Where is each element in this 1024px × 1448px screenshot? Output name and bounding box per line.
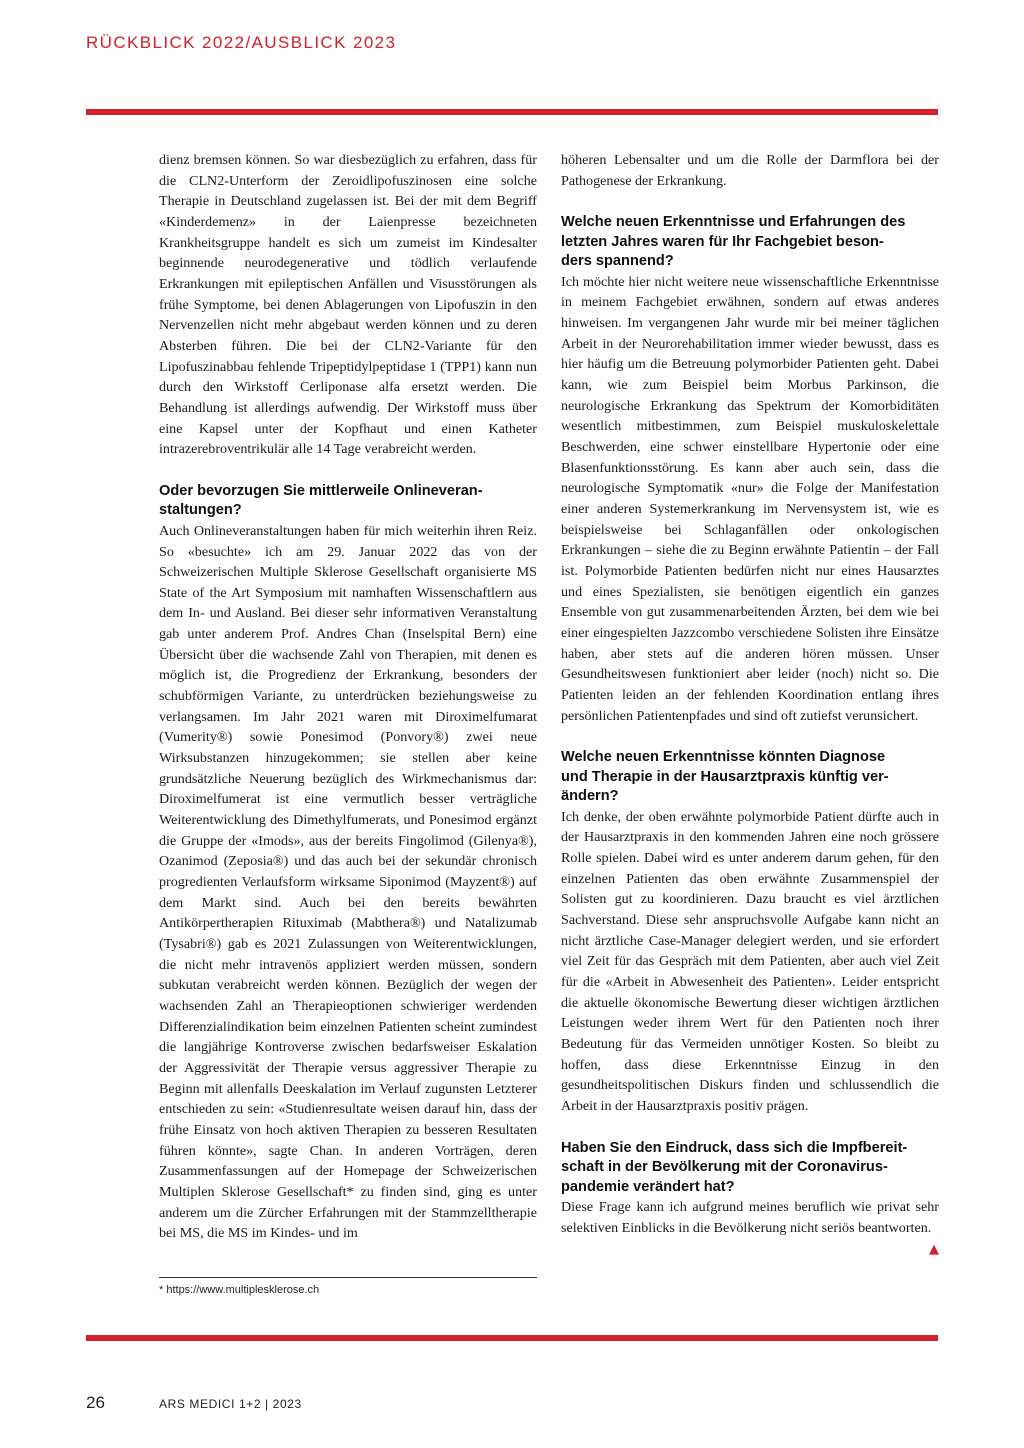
question-heading (159, 482, 537, 521)
question-heading-line: Haben Sie den Eindruck, dass sich die Impfbereit- (561, 1139, 908, 1156)
question-heading-line: pandemie verändert hat? (561, 1178, 735, 1195)
question-heading (561, 213, 939, 272)
body-paragraph: Ich denke, der oben erwähnte polymorbide Patient dürfte auch in der Hausarztpraxis in den kommenden Jahren eine noch grössere Rolle spielen. Dabei wird es unter anderem darum gehen, für den einzelnen Patienten das oben erwähnte Zusammenspiel der Solisten gut zu koordinieren. Dazu braucht es viel ärztlichen Sachverstand. Diese sehr anspruchsvolle Aufgabe kann nicht an nicht ärztliche Case-Manager delegiert werden, und sie erfordert viel Zeit für das Gespräch mit dem Patienten, aber auch viel Zeit für die «Arbeit in Abwesenheit des Patienten». Leider entspricht die aktuelle ökonomische Bewertung dieser wichtigen ärztlichen Leistungen weder ihrem Wert für den Patienten noch ihrer Bedeutung für das Vermeiden unnötiger Kosten. So bleibt zu hoffen, dass diese Erkenntnisse Einzug in den gesundheitspolitischen Diskurs finden und schlussendlich die Arbeit in der Hausarztpraxis positiv prägen. (561, 808, 939, 1114)
body-paragraph: Auch Onlineveranstaltungen haben für mich weiterhin ihren Reiz. So «besuchte» ich am 29. Januar 2022 das von der Schweizerischen Multiple Sklerose Gesellschaft organisierte MS State of the Art Symposium mit namhaften Wissenschaftlern aus dem In- und Ausland. Bei dieser sehr informativen Veranstaltung gab unter anderem Prof. Andres Chan (Inselspital Bern) eine Übersicht über die wachsende Zahl von Therapien, mit denen es möglich ist, die Progredienz der Erkrankung, besonders der schubförmigen Variante, zu unterdrücken beziehungsweise zu verlangsamen. Im Jahr 2021 waren mit Diroximelfumarat (Vumerity®) sowie Ponesimod (Ponvory®) zwei neue Wirksubstanzen hinzugekommen; sie stellen aber keine grundsätzliche Neuerung bezüglich des Wirkmechanismus dar: Diroximelfumerat ist eine vermutlich besser verträgliche Weiterentwicklung des Dimethylfumerats, und Ponesimod ergänzt die Gruppe der «Imods», aus der bereits Fingolimod (Gilenya®), Ozanimod (Zeposia®) und das auch bei der sekundär chronisch progredienten Verlaufsform wirksame Siponimod (Mayzent®) auf dem Markt sind. Auch bei den bereits bewährten Antikörpertherapien Rituximab (Mabthera®) und Natalizumab (Tysabri®) gab es 2021 Zulassungen von Weiterentwicklungen, die nicht mehr intravenös appliziert werden müssen, sondern subkutan verabreicht werden können. Bezüglich der wegen der wachsenden Zahl an Therapieoptionen schwieriger werdenden Differenzialindikation beim einzelnen Patienten scheint zumindest die langjährige Kontroverse zwischen bedarfsweiser Eskalation der Aggressivität der Therapie versus aggressiver Therapie zu Beginn mit allenfalls Deeskalation im Verlauf zugunsten Letzterer entschieden zu sein: «Studienresultate weisen darauf hin, dass der frühe Einsatz von hoch aktiven Therapien zu besseren Resultaten führen könnte», sagte Chan. In anderen Vorträgen, deren Zusammenfassungen auf der Homepage der Schweizerischen Multiplen Sklerose Gesellschaft* zu finden sind, ging es unter anderem um die Zürcher Erfahrungen mit der Stammzelltherapie bei MS, die MS im Kindes- und im (159, 522, 537, 1242)
question-heading-line: Welche neuen Erkenntnisse könnten Diagnose (561, 749, 886, 766)
page-number: 26 (86, 1393, 105, 1412)
closing-text: Diese Frage kann ich aufgrund meines beruflich wie privat sehr selektiven Einblicks in die Bevölkerung nicht seriös beantworten. (561, 1199, 939, 1236)
question-heading-line: ders spannend? (561, 253, 674, 270)
end-of-article-triangle-icon: ▲ (929, 1242, 939, 1258)
question-heading-line: und Therapie in der Hausarztpraxis künftig ver- (561, 768, 889, 785)
question-heading-line: schaft in der Bevölkerung mit der Coronavirus- (561, 1159, 888, 1176)
question-heading (561, 1139, 939, 1198)
right-column (561, 150, 939, 1261)
left-column (159, 150, 537, 1244)
question-heading-line: letzten Jahres waren für Ihr Fachgebiet beson- (561, 233, 884, 250)
question-heading-line: Oder bevorzugen Sie mittlerweile Onlineveran- (159, 482, 483, 499)
journal-name: ARS MEDICI 1+2 | 2023 (159, 1397, 302, 1411)
question-heading-line: ändern? (561, 788, 619, 805)
question-heading-line: staltungen? (159, 502, 242, 519)
body-paragraph: Ich möchte hier nicht weitere neue wissenschaftliche Erkenntnisse in meinem Fachgebiet erwähnen, sondern auf etwas anderes hinweisen. Im vergangenen Jahr wurde mir bei meiner täglichen Arbeit in der Neurorehabilitation immer wieder bewusst, dass es hier häufig um die Betreuung polymorbider Patienten geht. Dabei kann, wie zum Beispiel beim Morbus Parkinson, die neurologische Erkrankung das Spektrum der Komorbiditäten wesentlich mitbestimmen, zum Beispiel muskuloskelettale Beschwerden, eine schwer einstellbare Hypertonie oder eine Blasenfunktionsstörung. Es kann aber auch sein, dass die neurologische Symptomatik «nur» die Folge der Manifestation einer anderen Systemerkrankung im Nervensystem ist, wie es beispielsweise bei Schlaganfällen oder onkologischen Erkrankungen – siehe die zu Beginn erwähnte Patientin – der Fall ist. Polymorbide Patienten bedürfen nicht nur eines Hausarztes und eines Spezialisten, sie benötigen eigentlich ein ganzes Ensemble von gut zusammenarbeitenden Ärzten, bei dem wie bei einer eingespielten Jazzcombo verschiedene Solisten ihre Einsätze haben, aber stets auf die anderen hören müssen. Unser Gesundheitswesen funktioniert aber leider (noch) nicht so. Die Patienten leiden an der fehlenden Koordination entlang ihres persönlichen Patientenpfades und sind oft zutiefst verunsichert. (561, 273, 939, 724)
footnote-divider (159, 1277, 537, 1278)
body-paragraph: höheren Lebensalter und um die Rolle der Darmflora bei der Pathogenese der Erkrankung. (561, 152, 939, 189)
body-paragraph: dienz bremsen können. So war diesbezüglich zu erfahren, dass für die CLN2-Unterform der Zeroidlipofuszinosen eine solche Therapie in Deutschland zugelassen ist. Bei der mit dem Begriff «Kinderdemenz» in der Laienpresse bezeichneten Krankheitsgruppe handelt es sich um zumeist im Kindesalter beginnende neurodegenerative und tödlich verlaufende Erkrankungen mit epileptischen Anfällen und Visusstörungen als frühe Symptome, bei denen Ablagerungen von Lipofuszin in den Nervenzellen nicht mehr abgebaut werden können und zu deren Absterben führen. Die bei der CLN2-Variante für den Lipofuszinabbau fehlende Tripeptidylpeptidase 1 (TPP1) kann nun durch den Wirkstoff Cerliponase alfa ersetzt werden. Die Behandlung ist allerdings aufwendig. Der Wirkstoff muss über eine Kapsel unter der Kopfhaut und einen Katheter intrazerebroventrikulär alle 14 Tage verabreicht werden. (159, 152, 537, 458)
question-heading-line: Welche neuen Erkenntnisse und Erfahrungen des (561, 214, 906, 231)
section-title: RÜCKBLICK 2022/AUSBLICK 2023 (86, 33, 397, 52)
question-heading (561, 748, 939, 807)
header-divider (86, 109, 938, 115)
body-paragraph (561, 1197, 939, 1258)
footer-divider (86, 1335, 938, 1341)
footnote: * https://www.multiplesklerose.ch (159, 1284, 320, 1296)
